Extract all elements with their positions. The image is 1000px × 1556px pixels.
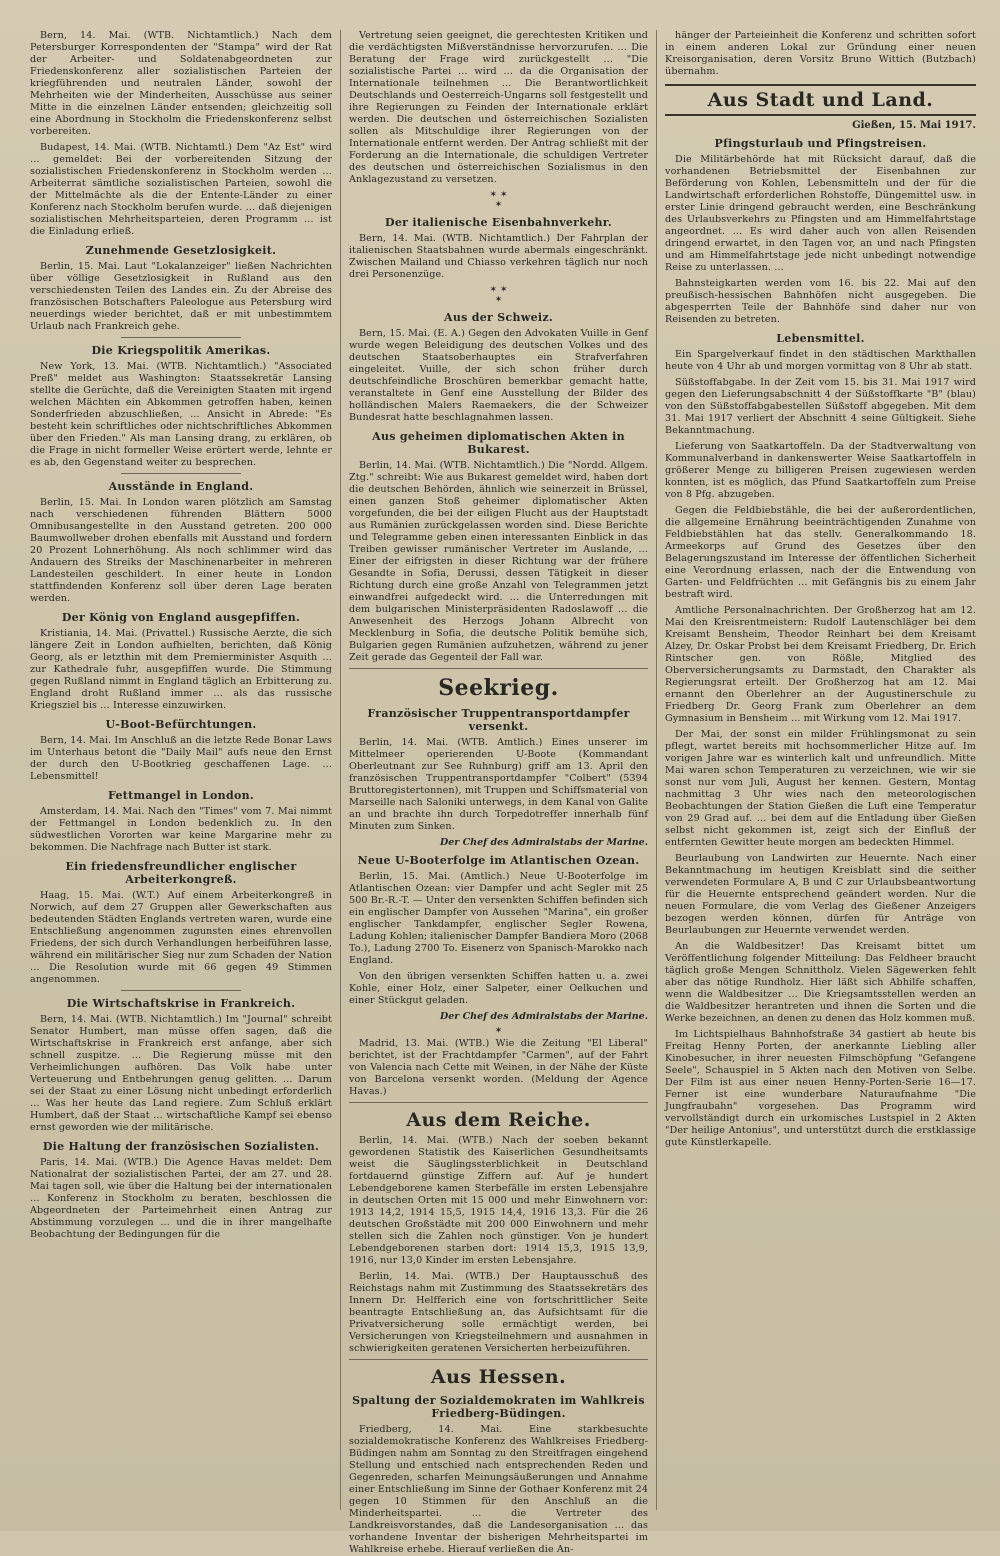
headline: Zunehmende Gesetzlosigkeit. [85, 244, 277, 257]
article-paragraph: Berlin, 14. Mai. (WTB. Amtlich.) Eines unserer im Mittelmeer operierenden U-Boote (Kommandant Oberleutnant zur See Ruhnburg) griff am 13. April den französischen Truppentransportdampfer "Colbert" (5394 Bruttoregistertonnen), mit Truppen und Schiffsmaterial von Marseille nach Saloniki unterwegs, in dem Kanal von Galite an und brachte ihn durch Torpedotreffer innerhalb fünf Minuten zum Sinken. [349, 737, 649, 832]
article-paragraph: Amsterdam, 14. Mai. Nach den "Times" vom 7. Mai nimmt der Fettmangel in London bedenklich zu. In den südwestlichen Vororten war keine Margarine mehr zu bekommen. Die Nachfrage nach Butter ist stark. [30, 806, 333, 853]
article-paragraph: Bern, 15. Mai. (E. A.) Gegen den Advokaten Vuille in Genf wurde wegen Beleidigung des deutschen Volkes und des deutschen Staatsoberhauptes ein Strafverfahren eingeleitet. Vuille, der sich schon früher durch deutschfeindliche Broschüren bemerkbar gemacht hatte, veranstaltete in Genf eine Ausstellung der Bilder des holländischen Malers Raemaekers, die der Schweizer Bundesrat hatte beschlagnahmen lassen. [349, 328, 649, 423]
headline: Französischer Truppentransportdampfer versenkt. [367, 707, 630, 733]
headline: Der König von England ausgepfiffen. [61, 611, 301, 624]
article-paragraph: Beurlaubung von Landwirten zur Heuernte. Nach einer Bekanntmachung im heutigen Kreisblatt sind die seither verwendeten Formulare A, B und C zur Urlaubsbeantwortung für die Heuernte entsprechend geändert worden. Nur die neuen Formulare, die vom Verlag des Gießener Anzeigers bezogen werden können, dürfen für Anträge von Beurlaubungen zur Heuernte verwendet werden. [665, 853, 976, 936]
section-title: Aus dem Reiche. [406, 1109, 591, 1131]
article-paragraph: Haag, 15. Mai. (W.T.) Auf einem Arbeiterkongreß in Norwich, auf dem 27 Gruppen aller Gewerkschaften aus bedeutenden Städten Englands vertreten waren, wurde eine Entschließung angenommen zugunsten eines ehrenvollen Friedens, der sich durch Verhandlungen herbeiführen lasse, während ein militärischer Sieg nur zum Schaden der Nation … Die Resolution wurde mit 66 gegen 49 Stimmen angenommen. [30, 890, 333, 985]
headline: Lebensmittel. [776, 332, 865, 345]
section-header-box [665, 84, 976, 116]
divider [349, 668, 648, 669]
article-paragraph: Paris, 14. Mai. (WTB.) Die Agence Havas meldet: Dem Nationalrat der sozialistischen Partei, der am 27. und 28. Mai tagen soll, wie über die Haltung bei der internationalen … Konferenz in Stockholm zu beraten, beschlossen die Abgeordneten der Parteimehrheit einen Antrag zur Abstimmung vorzulegen … und die in ihrer mangelhafte Beobachtung der Bedingungen für die [30, 1157, 333, 1240]
article-paragraph: Die Militärbehörde hat mit Rücksicht darauf, daß die vorhandenen Betriebsmittel der Eisenbahnen zur Beförderung von Kohlen, Lebensmitteln und der für die Landwirtschaft erforderlichen Rohstoffe, Düngemittel usw. in erster Linie dringend gebraucht werden, eine Beschränkung des Urlaubsverkehrs zu Pfingsten und am Himmelfahrtstage angeordnet. … Es wird daher auch von allen Reisenden dringend erwartet, in den Tagen vor, an und nach Pfingsten und am Himmelfahrtstage jede nicht unbedingt notwendige Reise zu unterlassen. … [665, 154, 976, 273]
signature-line: Der Chef des Admiralstabs der Marine. [440, 1011, 649, 1022]
divider [121, 337, 242, 338]
divider [121, 990, 242, 991]
article-paragraph: Berlin, 15. Mai. Laut "Lokalanzeiger" ließen Nachrichten über völlige Gesetzlosigkeit in Rußland aus den verschiedensten Teilen des Landes ein. Zu der Abreise des französischen Botschafters Paleologue aus Petersburg wird neuerdings wieder berichtet, daß er mit unbestimmtem Urlaub nach Frankreich gehe. [30, 261, 333, 332]
column-1 [30, 30, 340, 1510]
headline: Ausstände in England. [108, 480, 254, 493]
divider [349, 1359, 648, 1360]
divider [121, 473, 242, 474]
article-paragraph: Madrid, 13. Mai. (WTB.) Wie die Zeitung "El Liberal" berichtet, ist der Frachtdampfer "Carmen", auf der Fahrt von Valencia nach Cette mit Weinen, in der Nähe der Küste von Barcelona versenkt worden. (Meldung der Agence Havas.) [349, 1038, 649, 1097]
headline: Die Haltung der französischen Sozialisten. [42, 1140, 320, 1153]
article-paragraph: New York, 13. Mai. (WTB. Nichtamtlich.) "Associated Preß" meldet aus Washington: Staatssekretär Lansing stellte die Gerüchte, daß die Vereinigten Staaten mit irgend welchen Mächten ein Abkommen getroffen haben, keinen Sonderfrieden abzuschließen, … Ansicht in Abrede: "Es besteht kein schriftliches oder nichtschriftliches Abkommen über den Frieden." Als man Lansing drang, zu erklären, ob die Frage in nicht formeller Weise erörtert werde, lehnte er es ab, den Gegenstand weiter zu besprechen. [30, 361, 333, 468]
headline: Aus der Schweiz. [444, 311, 554, 324]
section-title: Seekrieg. [438, 675, 559, 701]
headline: Der italienische Eisenbahnverkehr. [385, 216, 613, 229]
dateline: Gießen, 15. Mai 1917. [852, 120, 976, 131]
section-stars: ✶ [494, 1026, 503, 1036]
section-stars: ✶ ✶ ✶ [489, 190, 508, 210]
article-paragraph: hänger der Parteieinheit die Konferenz und schritten sofort in einem anderen Lokal zur Gründung einer neuen Kreisorganisation, deren Vorsitz Bruno Wittich (Butzbach) übernahm. [665, 30, 976, 77]
article-paragraph: Lieferung von Saatkartoffeln. Da der Stadtverwaltung von Kommunalverband in dankenswerter Weise Saatkartoffeln in größerer Menge zu billigeren Preisen zugewiesen werden konnten, ist es möglich, das Pfund Saatkartoffeln zum Preise von 8 Pfg. abzugeben. [665, 441, 976, 500]
article-paragraph: Berlin, 14. Mai. (WTB. Nichtamtlich.) Die "Nordd. Allgem. Ztg." schreibt: Wie aus Bukarest gemeldet wird, haben dort die deutschen Behörden, ähnlich wie seinerzeit in Brüssel, einen ganzen Stoß geheimer diplomatischer Akten vorgefunden, die bei der eiligen Flucht aus der Hauptstadt aus Rumänien zurückgelassen worden sind. Diese Berichte und Telegramme geben einen interessanten Einblick in das Treiben gewisser rumänischer Vertreter im Auslande, … Einer der eifrigsten in dieser Richtung war der frühere Gesandte in Sofia, Derussi, dessen Tätigkeit in dieser Richtung durch eine große Anzahl von Telegrammen jetzt einwandfrei aufgedeckt wird. … die Unterredungen mit dem bulgarischen Ministerpräsidenten Radoslawoff … die Anwesenheit des Herzogs Johann Albrecht von Mecklenburg in Sofia, die deutsche Politik bemühe sich, Bulgarien gegen Rumänien aufzuhetzen, während zu jener Zeit gerade das Gegenteil der Fall war. [349, 460, 649, 663]
article-paragraph: Gegen die Feldbiebstähle, die bei der außerordentlichen, die allgemeine Ernährung beeinträchtigenden Zunahme von Feldbiebstählen hat das stellv. Generalkommando 18. Armeekorps auf Grund des Gesetzes über den Belagerungszustand im Interesse der öffentlichen Sicherheit eine Verordnung erlassen, nach der die Entwendung von Garten- und Feldfrüchten … mit Gefängnis bis zu einem Jahr bestraft wird. [665, 505, 976, 600]
article-paragraph: Friedberg, 14. Mai. Eine starkbesuchte sozialdemokratische Konferenz des Wahlkreises Friedberg-Büdingen nahm am Sonntag zu den Streitfragen eingehend Stellung und entschied nach entsprechenden Reden und Gegenreden, scharfen Meinungsäußerungen und Annahme einer Entschließung im Sinne der Gothaer Konferenz mit 24 gegen 10 Stimmen für den Anschluß an die Minderheitspartei. … die Vertreter des Landkreisvorstandes, daß die Landesorganisation … das vorhandene Inventar der bisherigen Mehrheitspartei im Wahlkreise erhebe. Hierauf verließen die An- [349, 1424, 649, 1555]
divider [349, 1102, 648, 1103]
article-paragraph: Berlin, 14. Mai. (WTB.) Nach der soeben bekannt gewordenen Statistik des Kaiserlichen Gesundheitsamts weist die Säuglingssterblichkeit in Deutschland fortdauernd günstige Ziffern auf. Auf je hundert Lebendgeborene kamen Sterbefälle im ersten Lebensjahre in deutschen Orten mit 15 000 und mehr Einwohnern vor: 1913 14,2, 1914 15,5, 1915 14,4, 1916 13,3. Für die 26 deutschen Großstädte mit 200 000 Einwohnern und mehr stellen sich die Zahlen noch günstiger. Von je hundert Lebendgeborenen starben dort: 1914 15,3, 1915 13,9, 1916, nur 13,0 Kinder im ersten Lebensjahre. [349, 1135, 649, 1266]
headline: Die Wirtschaftskrise in Frankreich. [66, 997, 296, 1010]
headline: Ein friedensfreundlicher englischer Arbeiterkongreß. [65, 860, 297, 886]
headline: Aus geheimen diplomatischen Akten in Bukarest. [372, 430, 625, 456]
article-paragraph: Süßstoffabgabe. In der Zeit vom 15. bis 31. Mai 1917 wird gegen den Lieferungsabschnitt 4 der Süßstoffkarte "B" (blau) von den Süßstoffabgabestellen Süßstoff abgegeben. Mit dem 31. Mai 1917 verliert der Abschnitt 4 seine Gültigkeit. Siehe Bekanntmachung. [665, 377, 976, 436]
article-paragraph: Kristiania, 14. Mai. (Privattel.) Russische Aerzte, die sich längere Zeit in London aufhielten, berichten, daß König Georg, als er letzthin mit dem Premierminister Asquith … zur Kathedrale fuhr, ausgepfiffen wurde. Die Stimmung gegen Rußland nimmt in England täglich an Erbitterung zu. England droht Rußland immer … als das russische Kriegsziel bis … Interesse einzuwirken. [30, 628, 333, 711]
article-paragraph: Bahnsteigkarten werden vom 16. bis 22. Mai auf den preußisch-hessischen Bahnhöfen nicht ausgegeben. Die abgesperrten Teile der Bahnhöfe sind daher nur von Reisenden zu betreten. [665, 278, 976, 325]
section-title: Aus Hessen. [430, 1366, 567, 1388]
article-paragraph: Ein Spargelverkauf findet in den städtischen Markthallen heute von 4 Uhr ab und morgen vormittag von 8 Uhr ab statt. [665, 349, 976, 372]
article-paragraph: An die Waldbesitzer! Das Kreisamt bittet um Veröffentlichung folgender Mitteilung: Das Feldheer braucht täglich große Mengen Schnittholz. Vielen Sägewerken fehlt aber das nötige Rundholz. Hier läßt sich Abhilfe schaffen, wenn die Waldbesitzer … Die Kriegsamtsstellen werden an die Waldbesitzer herantreten und ihnen die Sorten und die Werke bezeichnen, an denen zu denen das Holz kommen muß. [665, 941, 976, 1024]
signature-line: Der Chef des Admiralstabs der Marine. [440, 837, 649, 848]
headline: Neue U-Booterfolge im Atlantischen Ozean. [357, 854, 640, 867]
headline: Die Kriegspolitik Amerikas. [91, 344, 271, 357]
section-stars: ✶ ✶ ✶ [489, 285, 508, 305]
article-paragraph: Berlin, 15. Mai. In London waren plötzlich am Samstag nach verschiedenen führenden Blättern 5000 Omnibusangestellte in den Ausstand getreten. 200 000 Baumwollweber drohen ebenfalls mit Ausstand und fordern 20 Prozent Lohnerhöhung. Als noch schlimmer wird das Andauern des Streiks der Maschinenarbeiter in mehreren Landesteilen geschildert. In einer heute in London stattfindenden Konferenz soll über deren Lage beraten werden. [30, 497, 333, 604]
column-2 [340, 30, 656, 1555]
article-paragraph: Bern, 14. Mai. Im Anschluß an die letzte Rede Bonar Laws im Unterhaus betont die "Daily Mail" aufs neue den Ernst der durch den U-Bootkrieg geschaffenen Lage. … Lebensmittel! [30, 735, 333, 782]
article-paragraph: Bern, 14. Mai. (WTB. Nichtamtlich.) Der Fahrplan der italienischen Staatsbahnen wurde abermals eingeschränkt. Zwischen Mailand und Chiasso verkehren täglich nur noch drei Personenzüge. [349, 233, 649, 280]
headline: Spaltung der Sozialdemokraten im Wahlkreis Friedberg-Büdingen. [352, 1394, 645, 1420]
article-paragraph: Bern, 14. Mai. (WTB. Nichtamtlich.) Nach dem Petersburger Korrespondenten der "Stampa" wird der Rat der Arbeiter- und Soldatenabgeordneten zur Friedenskonferenz aller sozialistischen Parteien der kriegführenden und neutralen Länder, sowohl der Mehrheiten wie der Minderheiten, Ausschüsse aus seiner Mitte in die einzelnen Länder entsenden; gleichzeitig soll eine Abordnung in Stockholm die Friedenskonferenz selbst vorbereiten. [30, 30, 333, 137]
headline: U-Boot-Befürchtungen. [105, 718, 257, 731]
article-paragraph: Budapest, 14. Mai. (WTB. Nichtamtl.) Dem "Az Est" wird … gemeldet: Bei der vorbereitenden Sitzung der sozialistischen Friedenskonferenz in Stockholm werden … Arbeiterrat sämtliche sozialistischen Parteien, sowohl die der Mittelmächte als die der Entente-Länder zu einer Konferenz nach Stockholm berufen wurde. … daß diejenigen sozialistischen Mehrheitsparteien, deren Programm … ist die Einladung erließ. [30, 142, 333, 237]
headline: Fettmangel in London. [107, 789, 255, 802]
article-paragraph: Der Mai, der sonst ein milder Frühlingsmonat zu sein pflegt, wartet bereits mit hochsommerlicher Hitze auf. Im vorigen Jahre war es winterlich kalt und unfreundlich. Mitte Mai waren schon Temperaturen zu verzeichnen, wie wir sie sonst nur vom Juli, August her kennen. Gestern, Montag nachmittag 3 Uhr wies nach den meteorologischen Beobachtungen der Station Gießen die Luft eine Temperatur von 29 Grad auf. … bei dem auf die Entladung über Gießen selbst nicht gekommen ist, zeigt sich der Einfluß der entfernten Gewitter heute morgen am bedeckten Himmel. [665, 729, 976, 848]
article-paragraph: Vertretung seien geeignet, die gerechtesten Kritiken und die verdächtigsten Mißverständnisse hervorzurufen. … Die Beratung der Frage wird zurückgestellt … "Die sozialistische Partei … wird … da die Organisation der Internationale teilnehmen … Die Berantwortlichkeit Deutschlands und Oesterreich-Ungarns soll festgestellt und ihre Regierungen zu Feinden der Internationale erklärt werden. Die deutschen und österreichischen Sozialisten sollen als Mitschuldige ihrer Regierungen von der Internationale entfernt werden. Der Antrag schließt mit der Forderung an die Internationale, die schuldigen Vertreter des deutschen und österreichischen Sozialismus in den Anklagezustand zu versetzen. [349, 30, 649, 185]
headline: Pfingsturlaub und Pfingstreisen. [714, 137, 927, 150]
article-paragraph: Bern, 14. Mai. (WTB. Nichtamtlich.) Im "Journal" schreibt Senator Humbert, man müsse offen sagen, daß die Wirtschaftskrise in Frankreich erst anfange, aber sich schnell zuspitze. … Die Regierung müsse mit den Verheimlichungen aufhören. Das Volk habe unter Verteuerung und Entbehrungen genug gelitten. … Darum sei der Staat zu einer Lösung nicht unbedingt erforderlich … Was her heute das Land regiere. Zum Schluß erklärt Humbert, daß der Staat … wirtschaftliche Kampf sei ebenso ernst geworden wie der militärische. [30, 1014, 333, 1133]
article-paragraph: Berlin, 14. Mai. (WTB.) Der Hauptausschuß des Reichstags nahm mit Zustimmung des Staatssekretärs des Innern Dr. Helfferich eine von fortschrittlicher Seite beantragte Entschließung an, das Aufsichtsamt für die Privatversicherung solle ermächtigt werden, bei Versicherungen von Kriegsteilnehmern und ausnahmen in schwierigkeiten geratenen Versicherten herbeizuführen. [349, 1271, 649, 1354]
article-paragraph: Im Lichtspielhaus Bahnhofstraße 34 gastiert ab heute bis Freitag Henny Porten, der anerkannte Liebling aller Kinobesucher, in ihrer neuesten Filmschöpfung "Gefangene Seele", Schauspiel in 5 Akten nach den Motiven von Selbe. Der Film ist aus einer neuen Henny-Porten-Serie 16—17. Ferner ist eine wunderbare Naturaufnahme "Die Jungfraubahn" vorgesehen. Das Programm wird vervollständigt durch ein urkomisches Lustspiel in 2 Akten "Der heilige Antonius", und unterstützt durch die erstklassige gute Künstlerkapelle. [665, 1029, 976, 1148]
section-title: Aus Stadt und Land. [707, 89, 934, 111]
column-3 [656, 30, 976, 1510]
article-paragraph: Amtliche Personalnachrichten. Der Großherzog hat am 12. Mai den Kreisrentmeistern: Rudolf Lautenschläger bei dem Kreisamt Bensheim, Theodor Reinhart bei dem Kreisamt Alzey, Dr. Oskar Probst bei dem Kreisamt Friedberg, Dr. Erich Rintscher gen. von Rößle, Mitglied des Oberversicherungsamts zu Darmstadt, den Charakter als Regierungsrat erteilt. Der Großherzog hat am 12. Mai ernannt den Oberlehrer an der Augustinerschule zu Friedberg Dr. Georg Frank zum Oberlehrer an dem Gymnasium in Bensheim … mit Wirkung vom 12. Mai 1917. [665, 605, 976, 724]
article-paragraph: Berlin, 15. Mai. (Amtlich.) Neue U-Booterfolge im Atlantischen Ozean: vier Dampfer und acht Segler mit 25 500 Br.-R.-T. — Unter den versenkten Schiffen befinden sich ein englischer Dampfer von Aussehen "Marina", ein großer englischer Tankdampfer, englischer Segler Rowena, Ladung Kohlen; italienischer Dampfer Bandiera Moro (2068 To.), Ladung 2700 To. Eisenerz von Spanisch-Marokko nach England. [349, 871, 649, 966]
article-paragraph: Von den übrigen versenkten Schiffen hatten u. a. zwei Kohle, einer Holz, einer Salpeter, einer Oelkuchen und einer Stückgut geladen. [349, 971, 649, 1006]
